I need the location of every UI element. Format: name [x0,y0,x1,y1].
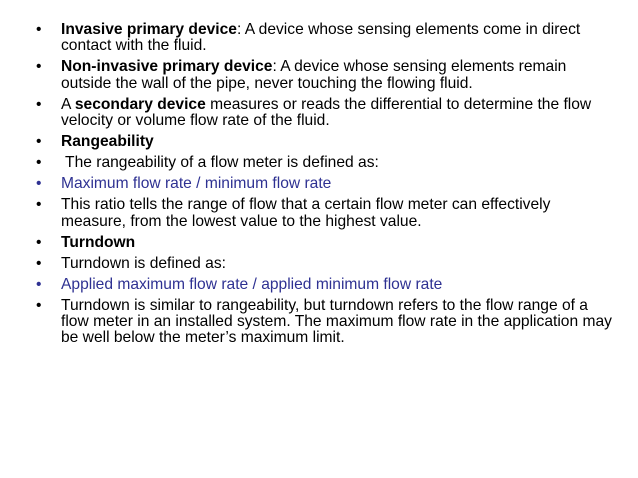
definition-text: measures or reads the differential to determine the flow velocity or volume flow rate of the fluid. [61,95,592,130]
bullet-list [36,22,616,351]
bullet-rangeability-definition [36,155,616,171]
rangeability-definition-text: The rangeability of a flow meter is defined as: [61,154,379,172]
definition-text: : A device whose sensing elements remain outside the wall of the pipe, never touching the flowing fluid. [61,58,567,92]
bullet-invasive-primary-device [36,22,616,55]
bullet-dot: • [36,21,42,38]
turndown-definition-text: Turndown is defined as: [61,254,226,272]
term-invasive-primary-device: Invasive primary device [61,21,237,38]
turndown-formula: Applied maximum flow rate / applied minimum flow rate [61,275,443,293]
definition-text: : A device whose sensing elements come in direct contact with the fluid. [61,21,581,55]
bullet-turndown-heading [36,235,616,251]
bullet-dot: • [36,233,42,251]
prefix-text: A [61,95,75,113]
bullet-non-invasive-primary-device [36,59,616,92]
bullet-dot: • [36,58,42,76]
bullet-ratio-explanation [36,197,616,230]
bullet-dot: • [36,133,42,151]
heading-turndown: Turndown [61,233,136,251]
bullet-rangeability-heading [36,134,616,150]
bullet-secondary-device [36,97,616,130]
ratio-explanation-text: This ratio tells the range of flow that a certain flow meter can effectively measure, from the lowest value to the highest value. [61,196,551,230]
term-non-invasive-primary-device: Non-invasive primary device [61,58,273,76]
rangeability-formula: Maximum flow rate / minimum flow rate [61,175,332,193]
bullet-turndown-explanation [36,298,616,347]
bullet-dot: • [36,275,42,293]
bullet-turndown-definition [36,256,616,272]
bullet-dot: • [36,254,42,272]
bullet-dot: • [36,175,42,193]
term-secondary-device: secondary device [74,95,206,113]
bullet-dot: • [36,154,42,172]
heading-rangeability: Rangeability [61,133,154,151]
turndown-explanation-text: Turndown is similar to rangeability, but turndown refers to the flow range of a flow meter in an installed system. The maximum flow rate in the application may be well below the meter’s maximum limit. [61,296,612,347]
bullet-rangeability-formula [36,176,616,192]
bullet-turndown-formula [36,277,616,293]
bullet-dot: • [36,296,42,314]
bullet-dot: • [36,95,42,113]
bullet-dot: • [36,196,42,214]
